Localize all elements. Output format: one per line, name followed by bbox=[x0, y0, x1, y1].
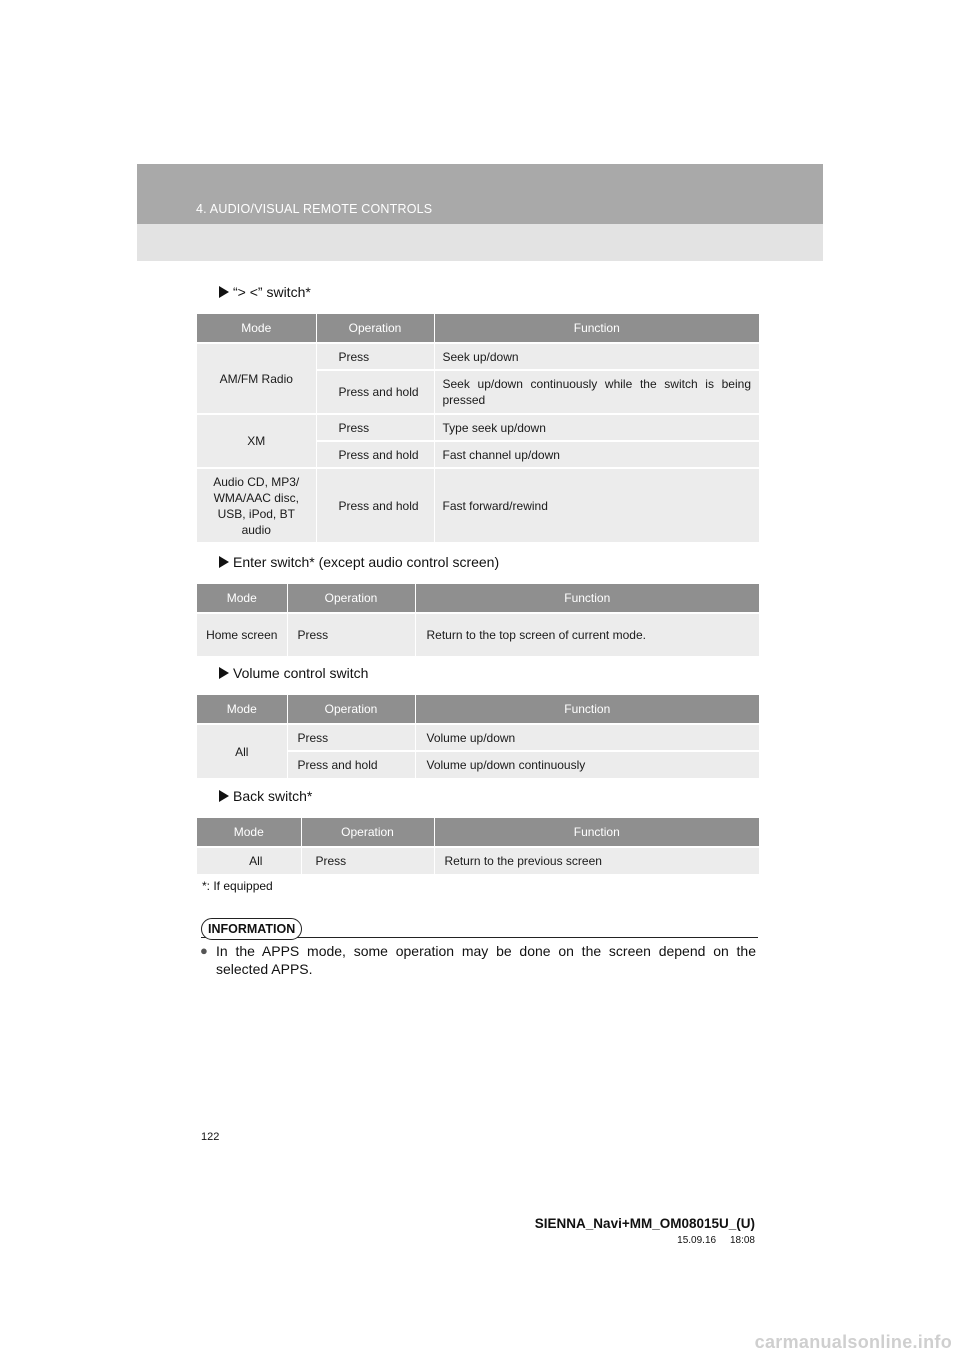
column-header-function: Function bbox=[415, 584, 759, 613]
section-heading-enter-switch: Enter switch* (except audio control screen) bbox=[219, 554, 499, 570]
column-header-function: Function bbox=[415, 695, 759, 724]
enter-switch-table bbox=[197, 584, 759, 656]
table-row bbox=[197, 343, 759, 370]
information-label: INFORMATION bbox=[201, 918, 302, 940]
information-text: In the APPS mode, some operation may be done on the screen depend on the selected APPS. bbox=[216, 943, 756, 977]
operation-cell: Press and hold bbox=[316, 370, 434, 414]
function-cell: Fast channel up/down bbox=[434, 441, 759, 468]
function-cell: Volume up/down continuously bbox=[415, 751, 759, 778]
function-cell: Fast forward/rewind bbox=[434, 468, 759, 542]
operation-cell: Press and hold bbox=[316, 468, 434, 542]
mode-cell: All bbox=[197, 847, 301, 874]
column-header-mode: Mode bbox=[197, 818, 301, 847]
operation-cell: Press bbox=[301, 847, 434, 874]
column-header-operation: Operation bbox=[287, 695, 415, 724]
bullet-icon: ● bbox=[200, 943, 208, 958]
function-cell: Seek up/down continuously while the switch is being pressed bbox=[434, 370, 759, 414]
table-row bbox=[197, 468, 759, 542]
column-header-mode: Mode bbox=[197, 584, 287, 613]
table-row bbox=[197, 724, 759, 751]
table-header bbox=[197, 584, 759, 613]
operation-cell: Press bbox=[316, 414, 434, 441]
table-header bbox=[197, 818, 759, 847]
operation-cell: Press and hold bbox=[316, 441, 434, 468]
function-cell: Seek up/down bbox=[434, 343, 759, 370]
column-header-function: Function bbox=[434, 818, 759, 847]
header-sub-band bbox=[137, 224, 823, 261]
back-switch-table bbox=[197, 818, 759, 874]
table-row bbox=[197, 414, 759, 441]
column-header-operation: Operation bbox=[301, 818, 434, 847]
operation-cell: Press bbox=[287, 724, 415, 751]
mode-cell: XM bbox=[197, 414, 316, 468]
section-heading-seek-switch: “> <” switch* bbox=[219, 284, 311, 300]
triangle-bullet-icon bbox=[219, 556, 229, 568]
operation-cell: Press bbox=[287, 613, 415, 656]
section-heading-back-switch: Back switch* bbox=[219, 788, 312, 804]
column-header-mode: Mode bbox=[197, 314, 316, 343]
triangle-bullet-icon bbox=[219, 286, 229, 298]
column-header-mode: Mode bbox=[197, 695, 287, 724]
column-header-operation: Operation bbox=[287, 584, 415, 613]
function-cell: Return to the top screen of current mode. bbox=[415, 613, 759, 656]
column-header-function: Function bbox=[434, 314, 759, 343]
function-cell: Return to the previous screen bbox=[434, 847, 759, 874]
triangle-bullet-icon bbox=[219, 790, 229, 802]
seek-switch-table bbox=[197, 314, 759, 542]
mode-cell: Home screen bbox=[197, 613, 287, 656]
mode-cell: AM/FM Radio bbox=[197, 343, 316, 414]
column-header-operation: Operation bbox=[316, 314, 434, 343]
mode-cell: All bbox=[197, 724, 287, 778]
volume-switch-table bbox=[197, 695, 759, 778]
operation-cell: Press and hold bbox=[287, 751, 415, 778]
table-header bbox=[197, 314, 759, 343]
function-cell: Type seek up/down bbox=[434, 414, 759, 441]
footnote: *: If equipped bbox=[202, 879, 273, 893]
table-header bbox=[197, 695, 759, 724]
document-id: SIENNA_Navi+MM_OM08015U_(U) bbox=[534, 1216, 755, 1231]
watermark: carmanualsonline.info bbox=[754, 1332, 952, 1352]
triangle-bullet-icon bbox=[219, 667, 229, 679]
page-number: 122 bbox=[201, 1131, 220, 1143]
mode-cell: Audio CD, MP3/ WMA/AAC disc, USB, iPod, BT audio bbox=[197, 468, 316, 542]
table-row bbox=[197, 847, 759, 874]
chapter-title: 4. AUDIO/VISUAL REMOTE CONTROLS bbox=[196, 202, 433, 216]
print-timestamp: 15.09.16 18:08 bbox=[677, 1235, 755, 1246]
operation-cell: Press bbox=[316, 343, 434, 370]
table-row bbox=[197, 613, 759, 656]
section-heading-volume-switch: Volume control switch bbox=[219, 665, 368, 681]
function-cell: Volume up/down bbox=[415, 724, 759, 751]
